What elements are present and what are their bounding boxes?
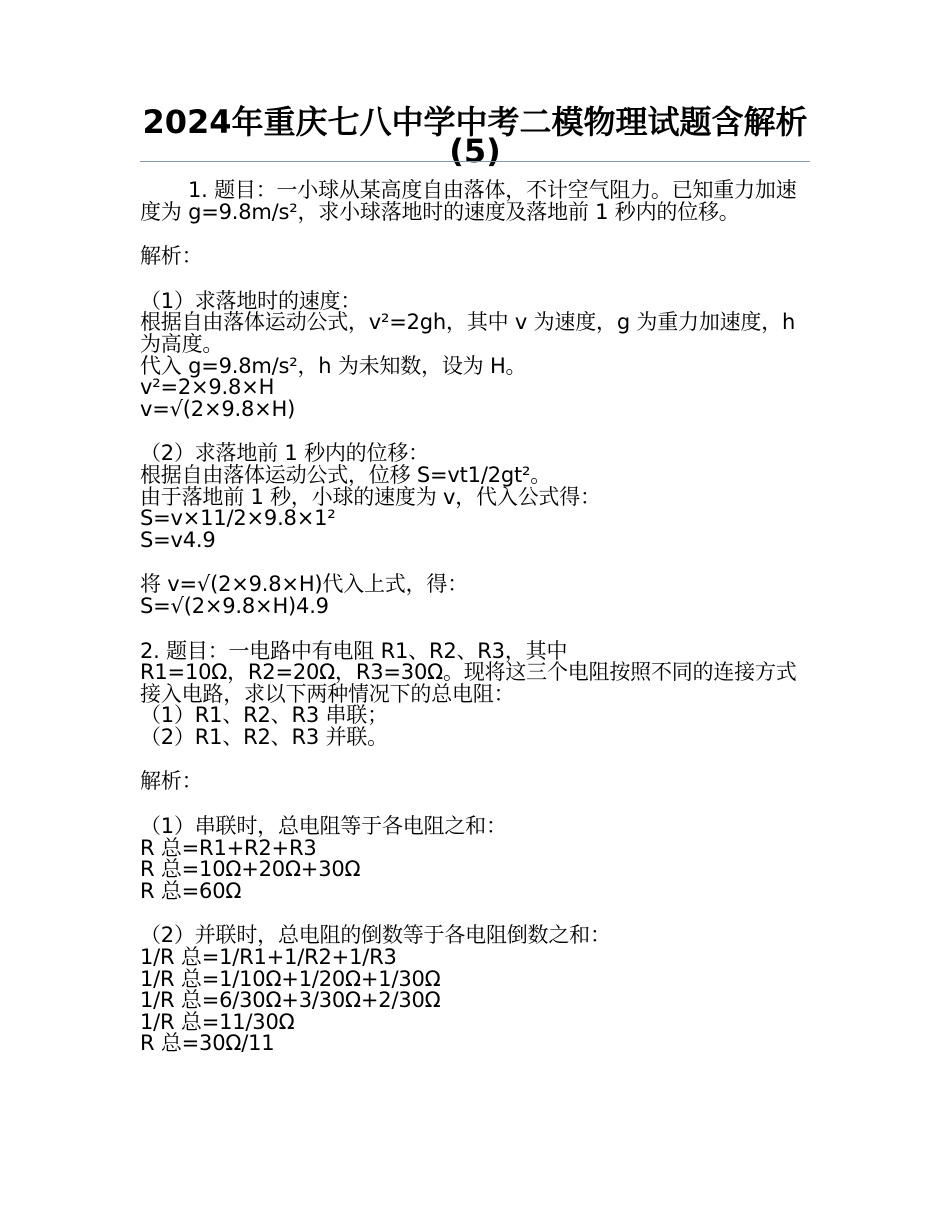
q2-case2: （2）R1、R2、R3 并联。: [140, 724, 388, 749]
q1-part3-line: S=√(2×9.8×H)4.9: [140, 593, 329, 618]
q2-part2-line: R 总=30Ω/11: [140, 1031, 275, 1056]
q2-part2-line: 1/R 总=1/10Ω+1/20Ω+1/30Ω: [140, 966, 441, 991]
q2-question-line1: 2. 题目：一电路中有电阻 R1、R2、R3，其中: [140, 638, 568, 663]
q1-part1-line: v²=2×9.8×H: [140, 375, 275, 400]
q2-case1: （1）R1、R2、R3 串联；: [140, 703, 388, 728]
q2-part1-line: R 总=10Ω+20Ω+30Ω: [140, 857, 361, 882]
title-divider: [140, 161, 810, 162]
q2-part2-heading: （2）并联时，总电阻的倒数等于各电阻倒数之和：: [140, 923, 611, 948]
q1-part2-line: S=v4.9: [140, 527, 216, 552]
q1-question: 1. 题目：一小球从某高度自由落体，不计空气阻力。已知重力加速度为 g=9.8m/s²，求小球落地时的速度及落地前 1 秒内的位移。: [140, 178, 797, 224]
q1-part3-line: 将 v=√(2×9.8×H)代入上式，得：: [140, 572, 469, 597]
q2-question-rest: R1=10Ω，R2=20Ω，R3=30Ω。现将这三个电阻按照不同的连接方式接入电路，求以下两种情况下的总电阻：: [140, 660, 797, 706]
q2-part2-line: 1/R 总=6/30Ω+3/30Ω+2/30Ω: [140, 988, 441, 1013]
q1-part1-line: 代入 g=9.8m/s²，h 为未知数，设为 H。: [140, 353, 527, 378]
q2-part2-line: 1/R 总=11/30Ω: [140, 1009, 295, 1034]
q2-part1-line: R 总=60Ω: [140, 878, 242, 903]
document-body: [140, 180, 812, 1055]
q2-part2-line: 1/R 总=1/R1+1/R2+1/R3: [140, 945, 397, 970]
q1-part2-heading: （2）求落地前 1 秒内的位移：: [140, 441, 429, 466]
q2-part1-line: R 总=R1+R2+R3: [140, 835, 317, 860]
document-title: 2024年重庆七八中学中考二模物理试题含解析(5): [142, 103, 808, 170]
q1-analysis-label: 解析：: [140, 244, 203, 269]
q1-part1-line: 根据自由落体运动公式，v²=2gh，其中 v 为速度，g 为重力加速度，h 为高度。: [140, 310, 796, 356]
q1-part1-line: v=√(2×9.8×H): [140, 396, 296, 421]
q1-part2-line: 由于落地前 1 秒，小球的速度为 v，代入公式得：: [140, 484, 601, 509]
q1-part2-line: S=v×11/2×9.8×1²: [140, 506, 336, 531]
q1-part1-heading: （1）求落地时的速度：: [140, 288, 362, 313]
q2-part1-heading: （1）串联时，总电阻等于各电阻之和：: [140, 814, 507, 839]
q1-part2-line: 根据自由落体运动公式，位移 S=vt1/2gt²。: [140, 462, 552, 487]
q2-analysis-label: 解析：: [140, 769, 203, 794]
